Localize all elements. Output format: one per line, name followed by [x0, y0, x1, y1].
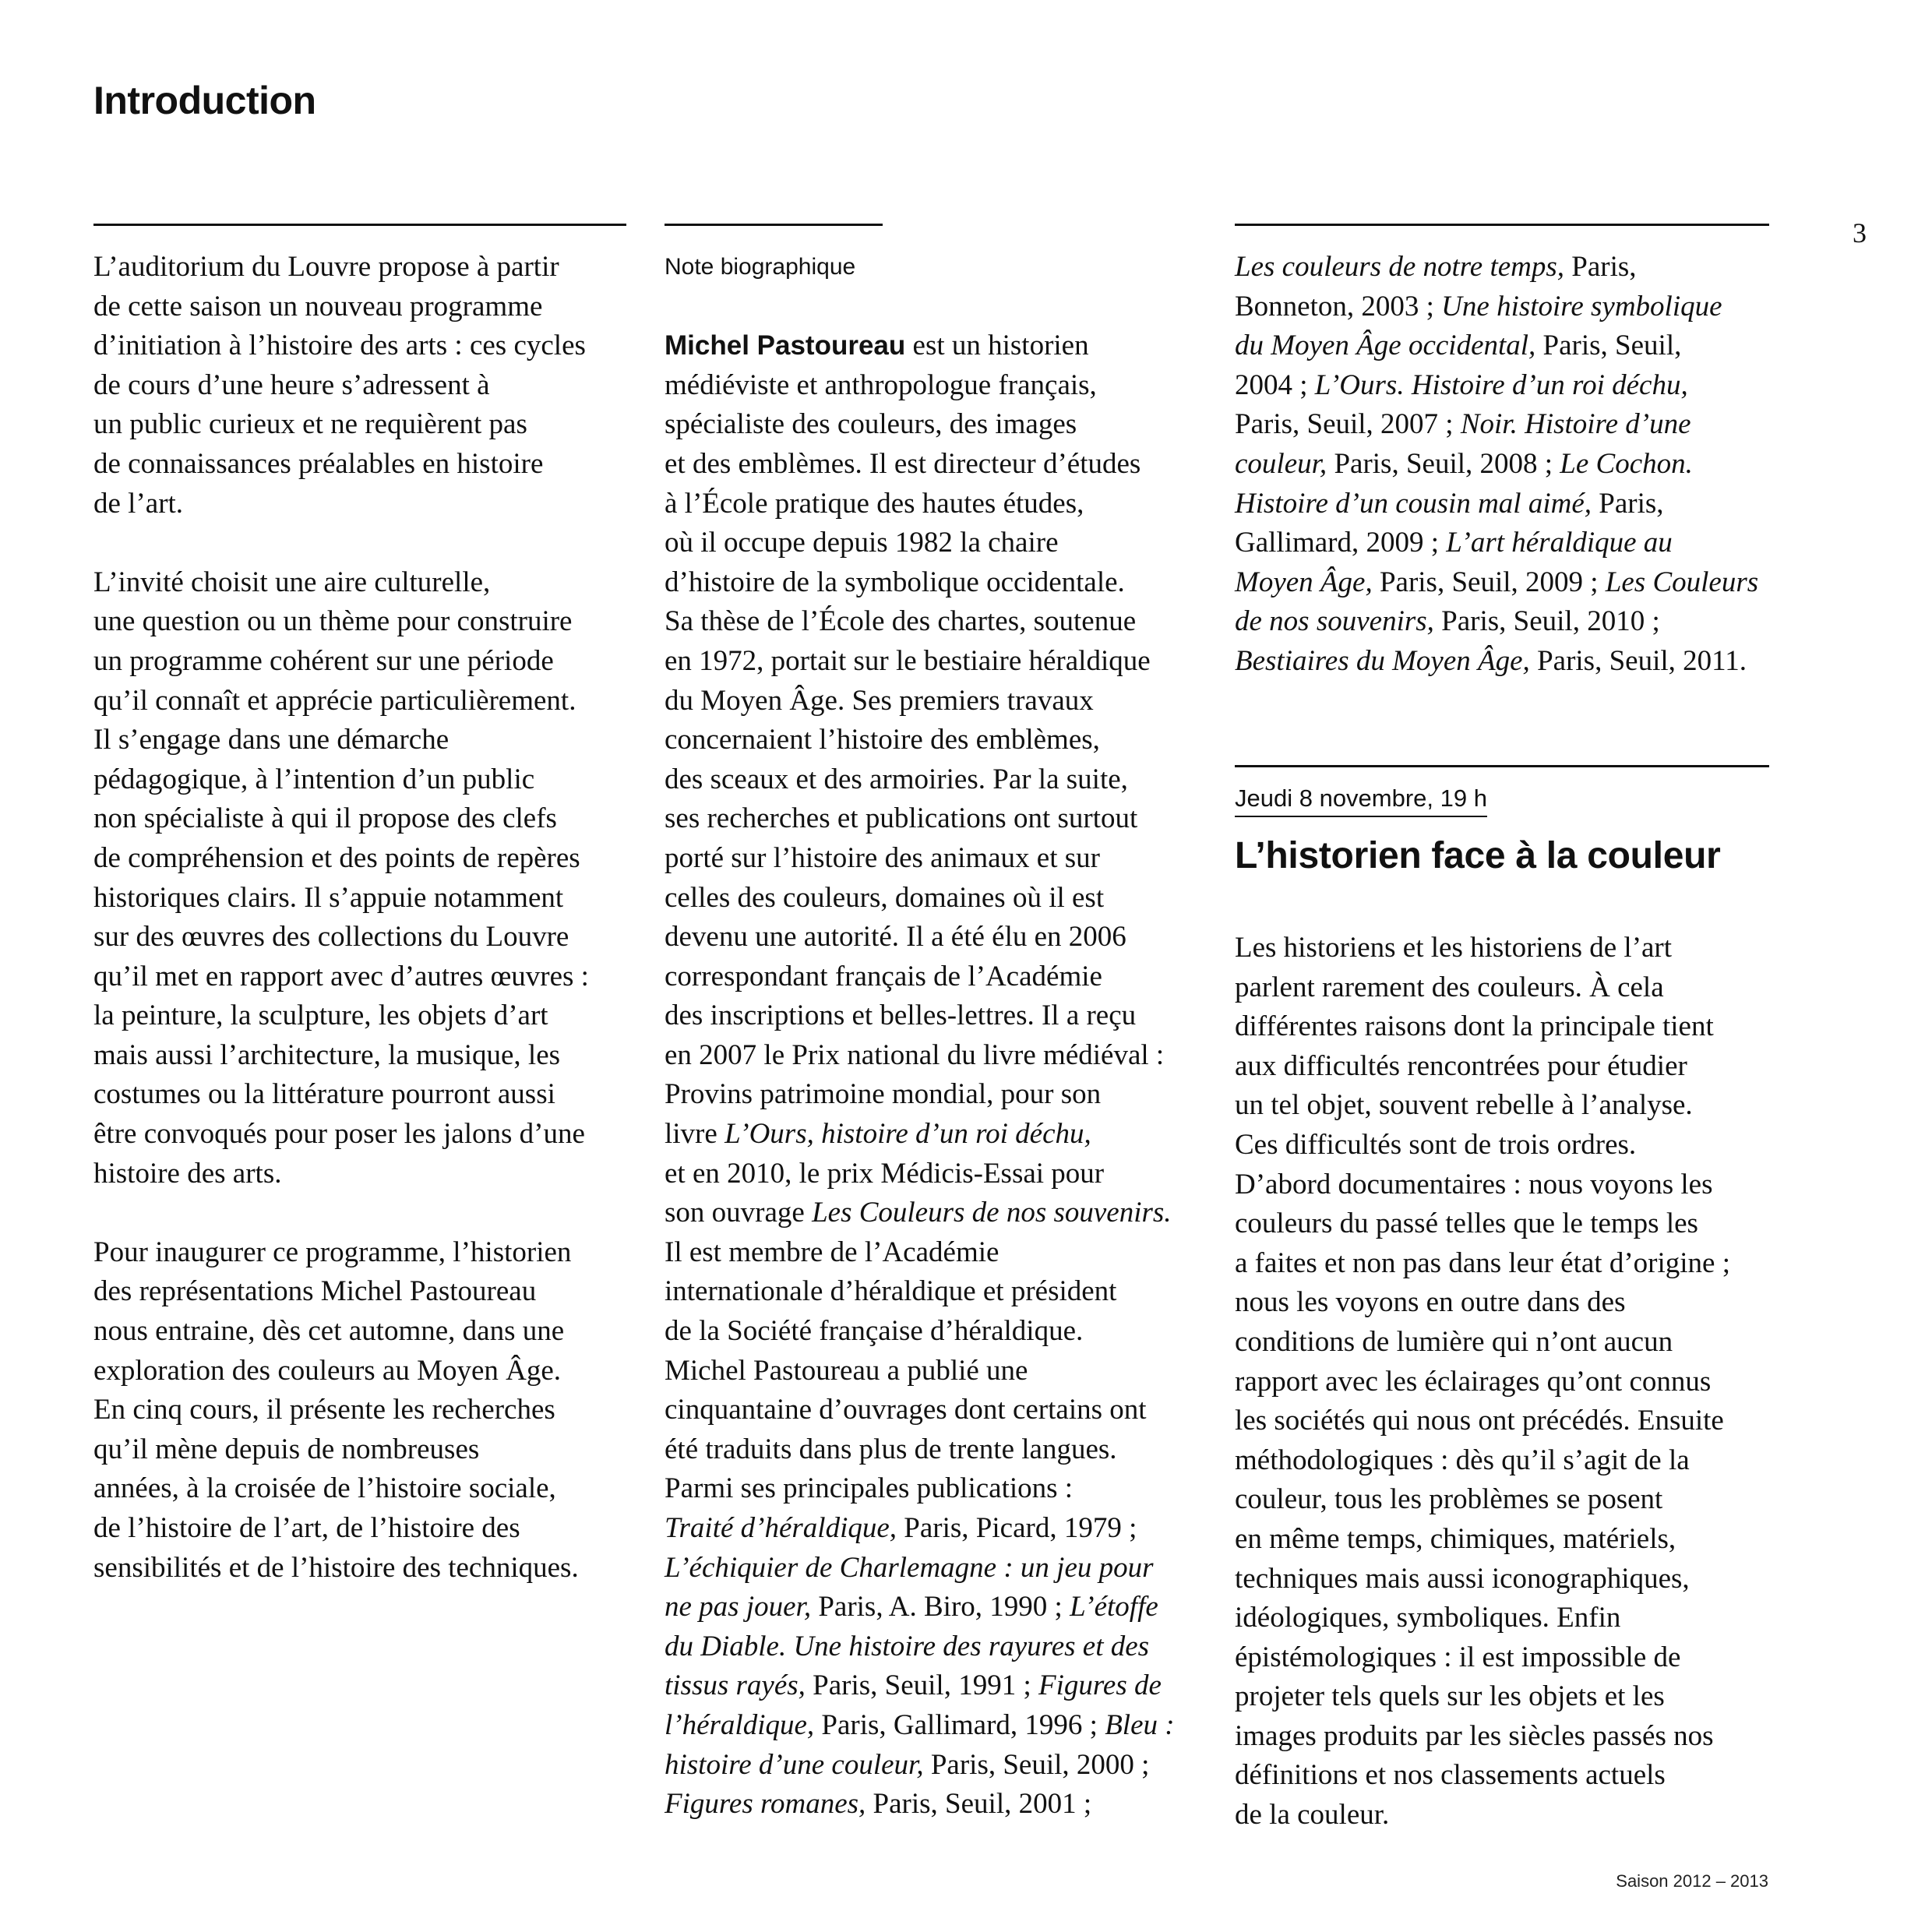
- text-line: histoire des arts.: [93, 1157, 282, 1190]
- event-description: [1235, 929, 1796, 1835]
- text-run: Paris, Gallimard, 1996 ;: [814, 1708, 1105, 1741]
- text-line: [665, 1785, 1210, 1824]
- column-rule: [1235, 224, 1769, 226]
- text-line: [665, 1155, 1210, 1194]
- text-line: la peinture, la sculpture, les objets d’art: [93, 999, 548, 1032]
- text-line: sur des œuvres des collections du Louvre: [93, 921, 569, 954]
- text-line: techniques mais aussi iconographiques,: [1235, 1562, 1690, 1595]
- text-line: nous les voyons en outre dans des: [1235, 1286, 1626, 1319]
- book-title: Les couleurs de notre temps,: [1235, 251, 1565, 283]
- book-title: L’art héraldique au: [1446, 527, 1673, 559]
- text-line: mais aussi l’architecture, la musique, les: [93, 1038, 561, 1071]
- text-line: [665, 839, 1210, 879]
- text-line: [665, 1666, 1210, 1706]
- book-title: L’étoffe: [1070, 1591, 1158, 1624]
- text-line: être convoqués pour poser les jalons d’une: [93, 1118, 585, 1151]
- text-line: [665, 1115, 1210, 1155]
- book-title: l’héraldique,: [665, 1708, 815, 1741]
- text-line: [1235, 445, 1796, 485]
- text-line: un programme cohérent sur une période: [93, 644, 554, 677]
- text-line: [665, 563, 1210, 603]
- text-line: [665, 1430, 1210, 1470]
- author-name: Michel Pastoureau: [665, 330, 906, 361]
- text-line: de l’art.: [93, 487, 184, 520]
- text-line: [1235, 326, 1796, 366]
- text-run: de la Société française d’héraldique.: [665, 1315, 1084, 1348]
- text-line: aux difficultés rencontrées pour étudier: [1235, 1049, 1687, 1082]
- text-line: [665, 1549, 1210, 1588]
- footer-season: Saison 2012 – 2013: [1616, 1871, 1768, 1891]
- text-line: [1235, 366, 1796, 406]
- event-rule: [1235, 765, 1769, 767]
- book-title: Une histoire symbolique: [1441, 290, 1722, 323]
- text-line: [665, 1746, 1210, 1786]
- text-line: D’abord documentaires : nous voyons les: [1235, 1168, 1713, 1200]
- text-line: L’auditorium du Louvre propose à partir: [93, 251, 559, 283]
- book-title: Noir. Histoire d’une: [1460, 408, 1691, 441]
- text-line: idéologiques, symboliques. Enfin: [1235, 1602, 1621, 1634]
- text-line: parlent rarement des couleurs. À cela: [1235, 971, 1664, 1003]
- book-title: Figures de: [1038, 1669, 1162, 1702]
- text-line: [665, 405, 1210, 445]
- page-title: Introduction: [93, 79, 316, 122]
- text-line: [665, 524, 1210, 563]
- event-date: Jeudi 8 novembre, 19 h: [1235, 783, 1487, 817]
- text-line: définitions et nos classements actuels: [1235, 1759, 1666, 1792]
- book-title: histoire d’une couleur,: [665, 1748, 924, 1781]
- text-line: un tel objet, souvent rebelle à l’analyse.: [1235, 1089, 1693, 1122]
- text-run: correspondant français de l’Académie: [665, 960, 1102, 992]
- biography-column: [665, 248, 1210, 1824]
- book-title: du Moyen Âge occidental,: [1235, 330, 1536, 362]
- text-line: [665, 1469, 1210, 1509]
- text-line: [1235, 485, 1796, 524]
- text-line: de cours d’une heure s’adressent à: [93, 368, 490, 401]
- text-line: projeter tels quels sur les objets et les: [1235, 1680, 1665, 1713]
- text-line: [665, 1312, 1210, 1352]
- text-line: des représentations Michel Pastoureau: [93, 1275, 537, 1308]
- intro-paragraph: [93, 248, 639, 524]
- text-run: du Moyen Âge. Ses premiers travaux: [665, 684, 1094, 717]
- event-title: L’historien face à la couleur: [1235, 835, 1721, 876]
- text-line: [665, 366, 1210, 406]
- text-run: où il occupe depuis 1982 la chaire: [665, 527, 1059, 559]
- text-run: celles des couleurs, domaines où il est: [665, 881, 1105, 914]
- text-run: d’histoire de la symbolique occidentale.: [665, 566, 1125, 598]
- text-line: [665, 1075, 1210, 1115]
- text-line: [1235, 602, 1796, 642]
- text-run: Paris,: [1564, 251, 1637, 283]
- text-run: Paris, Seuil, 2010 ;: [1433, 605, 1660, 638]
- text-run: porté sur l’histoire des animaux et sur: [665, 841, 1100, 874]
- text-line: [665, 1193, 1210, 1233]
- text-line: rapport avec les éclairages qu’ont connus: [1235, 1365, 1712, 1398]
- column-rule: [93, 224, 626, 226]
- event-header: [1235, 783, 1796, 877]
- book-title: du Diable. Une histoire des rayures et des: [665, 1630, 1150, 1662]
- text-line: une question ou un thème pour construire: [93, 605, 573, 638]
- text-line: [1235, 524, 1796, 563]
- text-run: Gallimard, 2009 ;: [1235, 527, 1447, 559]
- text-run: Sa thèse de l’École des chartes, soutenue: [665, 605, 1137, 638]
- text-line: [665, 799, 1210, 839]
- text-run: des inscriptions et belles-lettres. Il a reçu: [665, 999, 1137, 1032]
- text-line: [665, 682, 1210, 721]
- text-run: Paris, Seuil,: [1535, 330, 1682, 362]
- text-run: Paris,: [1592, 487, 1664, 520]
- book-title: ne pas jouer,: [665, 1591, 812, 1624]
- text-line: a faites et non pas dans leur état d’origine ;: [1235, 1246, 1730, 1279]
- text-line: Les historiens et les historiens de l’art: [1235, 932, 1673, 964]
- book-title: Bestiaires du Moyen Âge,: [1235, 644, 1530, 677]
- introduction-column: [93, 248, 639, 1588]
- text-line: [665, 1706, 1210, 1746]
- text-line: L’invité choisit une aire culturelle,: [93, 566, 491, 598]
- text-line: qu’il mène depuis de nombreuses: [93, 1433, 480, 1465]
- book-title: couleur,: [1235, 447, 1327, 480]
- text-run: est un historien: [905, 330, 1089, 362]
- book-title: Bleu :: [1105, 1708, 1175, 1741]
- text-line: de connaissances préalables en histoire: [93, 447, 544, 480]
- text-line: couleur, tous les problèmes se posent: [1235, 1483, 1663, 1516]
- text-line: [665, 602, 1210, 642]
- book-title: Les Couleurs de nos souvenirs.: [812, 1197, 1172, 1229]
- biography-text: [665, 326, 1210, 1824]
- text-run: et en 2010, le prix Médicis-Essai pour: [665, 1157, 1105, 1190]
- text-run: Parmi ses principales publications :: [665, 1472, 1074, 1505]
- text-line: [665, 1352, 1210, 1391]
- text-run: des sceaux et des armoiries. Par la suite,: [665, 763, 1128, 795]
- text-line: d’initiation à l’histoire des arts : ces cycles: [93, 330, 586, 362]
- text-line: [665, 1272, 1210, 1312]
- text-line: sensibilités et de l’histoire des techniques.: [93, 1551, 579, 1584]
- text-run: Paris, Seuil, 2011.: [1529, 644, 1747, 677]
- text-run: été traduits dans plus de trente langues.: [665, 1433, 1117, 1465]
- text-line: exploration des couleurs au Moyen Âge.: [93, 1354, 562, 1387]
- text-run: Il est membre de l’Académie: [665, 1236, 999, 1268]
- book-title: Traité d’héraldique,: [665, 1512, 897, 1544]
- page-number: 3: [1853, 217, 1867, 249]
- text-line: historiques clairs. Il s’appuie notamment: [93, 881, 564, 914]
- text-line: [1235, 287, 1796, 327]
- text-line: [1235, 563, 1796, 603]
- text-line: différentes raisons dont la principale tient: [1235, 1010, 1714, 1043]
- text-line: en même temps, chimiques, matériels,: [1235, 1522, 1676, 1555]
- text-line: pédagogique, à l’intention d’un public: [93, 763, 535, 795]
- publications-column: [1235, 248, 1796, 682]
- text-line: nous entraine, dès cet automne, dans une: [93, 1315, 565, 1348]
- book-title: L’Ours, histoire d’un roi déchu,: [724, 1118, 1091, 1151]
- text-line: les sociétés qui nous ont précédés. Ensuite: [1235, 1405, 1724, 1437]
- text-run: devenu une autorité. Il a été élu en 2006: [665, 921, 1126, 954]
- text-run: à l’École pratique des hautes études,: [665, 487, 1084, 520]
- text-line: de l’histoire de l’art, de l’histoire des: [93, 1512, 520, 1544]
- text-line: [665, 445, 1210, 485]
- text-run: Provins patrimoine mondial, pour son: [665, 1078, 1102, 1111]
- text-line: qu’il connaît et apprécie particulièrement.: [93, 684, 576, 717]
- text-line: années, à la croisée de l’histoire sociale,: [93, 1472, 556, 1505]
- intro-paragraph: [93, 1233, 639, 1588]
- book-title: tissus rayés,: [665, 1669, 806, 1702]
- text-run: spécialiste des couleurs, des images: [665, 408, 1077, 441]
- text-line: un public curieux et ne requièrent pas: [93, 408, 527, 441]
- text-run: Paris, Seuil, 2007 ;: [1235, 408, 1461, 441]
- text-run: internationale d’héraldique et président: [665, 1275, 1117, 1308]
- text-line: costumes ou la littérature pourront aussi: [93, 1078, 555, 1111]
- book-title: Le Cochon.: [1560, 447, 1693, 480]
- text-run: Paris, Seuil, 2008 ;: [1327, 447, 1560, 480]
- text-line: [665, 996, 1210, 1036]
- book-title: Figures romanes,: [665, 1788, 866, 1821]
- book-title: L’échiquier de Charlemagne : un jeu pour: [665, 1551, 1154, 1584]
- text-line: méthodologiques : dès qu’il s’agit de la: [1235, 1444, 1690, 1476]
- book-title: L’Ours. Histoire d’un roi déchu,: [1314, 368, 1688, 401]
- text-run: son ouvrage: [665, 1197, 813, 1229]
- text-line: [1235, 642, 1796, 682]
- text-run: Paris, Picard, 1979 ;: [897, 1512, 1137, 1544]
- text-run: Michel Pastoureau a publié une: [665, 1354, 1028, 1387]
- text-line: Pour inaugurer ce programme, l’historien: [93, 1236, 572, 1268]
- text-line: [665, 918, 1210, 957]
- text-run: Paris, Seuil, 1991 ;: [805, 1669, 1038, 1702]
- text-line: de compréhension et des points de repères: [93, 841, 580, 874]
- book-title: Les Couleurs: [1605, 566, 1759, 598]
- text-run: concernaient l’histoire des emblèmes,: [665, 724, 1100, 756]
- text-line: Il s’engage dans une démarche: [93, 724, 450, 756]
- column-rule: [665, 224, 883, 226]
- text-line: [665, 1509, 1210, 1549]
- text-line: [665, 879, 1210, 918]
- text-line: images produits par les siècles passés nos: [1235, 1719, 1714, 1752]
- text-run: Paris, Seuil, 2009 ;: [1372, 566, 1606, 598]
- text-run: livre: [665, 1118, 725, 1151]
- text-line: [665, 1627, 1210, 1667]
- text-line: [665, 1036, 1210, 1076]
- text-line: [665, 1588, 1210, 1627]
- text-run: en 1972, portait sur le bestiaire héraldique: [665, 644, 1151, 677]
- intro-paragraph: [93, 563, 639, 1194]
- text-line: [665, 642, 1210, 682]
- text-line: [665, 326, 1210, 366]
- book-title: Histoire d’un cousin mal aimé,: [1235, 487, 1592, 520]
- text-line: [665, 1233, 1210, 1273]
- text-line: de cette saison un nouveau programme: [93, 290, 543, 323]
- text-line: couleurs du passé telles que le temps les: [1235, 1208, 1698, 1240]
- text-line: [665, 957, 1210, 997]
- text-line: [665, 485, 1210, 524]
- text-line: épistémologiques : il est impossible de: [1235, 1641, 1681, 1673]
- text-run: en 2007 le Prix national du livre médiéval :: [665, 1038, 1165, 1071]
- text-run: 2004 ;: [1235, 368, 1315, 401]
- text-line: Ces difficultés sont de trois ordres.: [1235, 1128, 1637, 1161]
- text-run: Paris, Seuil, 2001 ;: [866, 1788, 1092, 1821]
- text-run: et des emblèmes. Il est directeur d’études: [665, 447, 1141, 480]
- text-run: Paris, Seuil, 2000 ;: [923, 1748, 1150, 1781]
- text-line: [1235, 405, 1796, 445]
- text-line: non spécialiste à qui il propose des clefs: [93, 802, 557, 835]
- text-run: Bonneton, 2003 ;: [1235, 290, 1442, 323]
- text-line: de la couleur.: [1235, 1799, 1390, 1832]
- text-line: [665, 1391, 1210, 1430]
- text-line: [665, 760, 1210, 800]
- text-run: cinquantaine d’ouvrages dont certains ont: [665, 1394, 1147, 1426]
- section-label: Note biographique: [665, 254, 856, 280]
- text-run: ses recherches et publications ont surtout: [665, 802, 1138, 835]
- text-line: [665, 721, 1210, 760]
- text-line: qu’il met en rapport avec d’autres œuvres :: [93, 960, 589, 992]
- text-run: médiéviste et anthropologue français,: [665, 368, 1097, 401]
- text-line: conditions de lumière qui n’ont aucun: [1235, 1325, 1673, 1358]
- text-line: [1235, 248, 1796, 287]
- text-run: Paris, A. Biro, 1990 ;: [811, 1591, 1070, 1624]
- text-line: En cinq cours, il présente les recherches: [93, 1394, 555, 1426]
- book-title: de nos souvenirs,: [1235, 605, 1434, 638]
- book-title: Moyen Âge,: [1235, 566, 1373, 598]
